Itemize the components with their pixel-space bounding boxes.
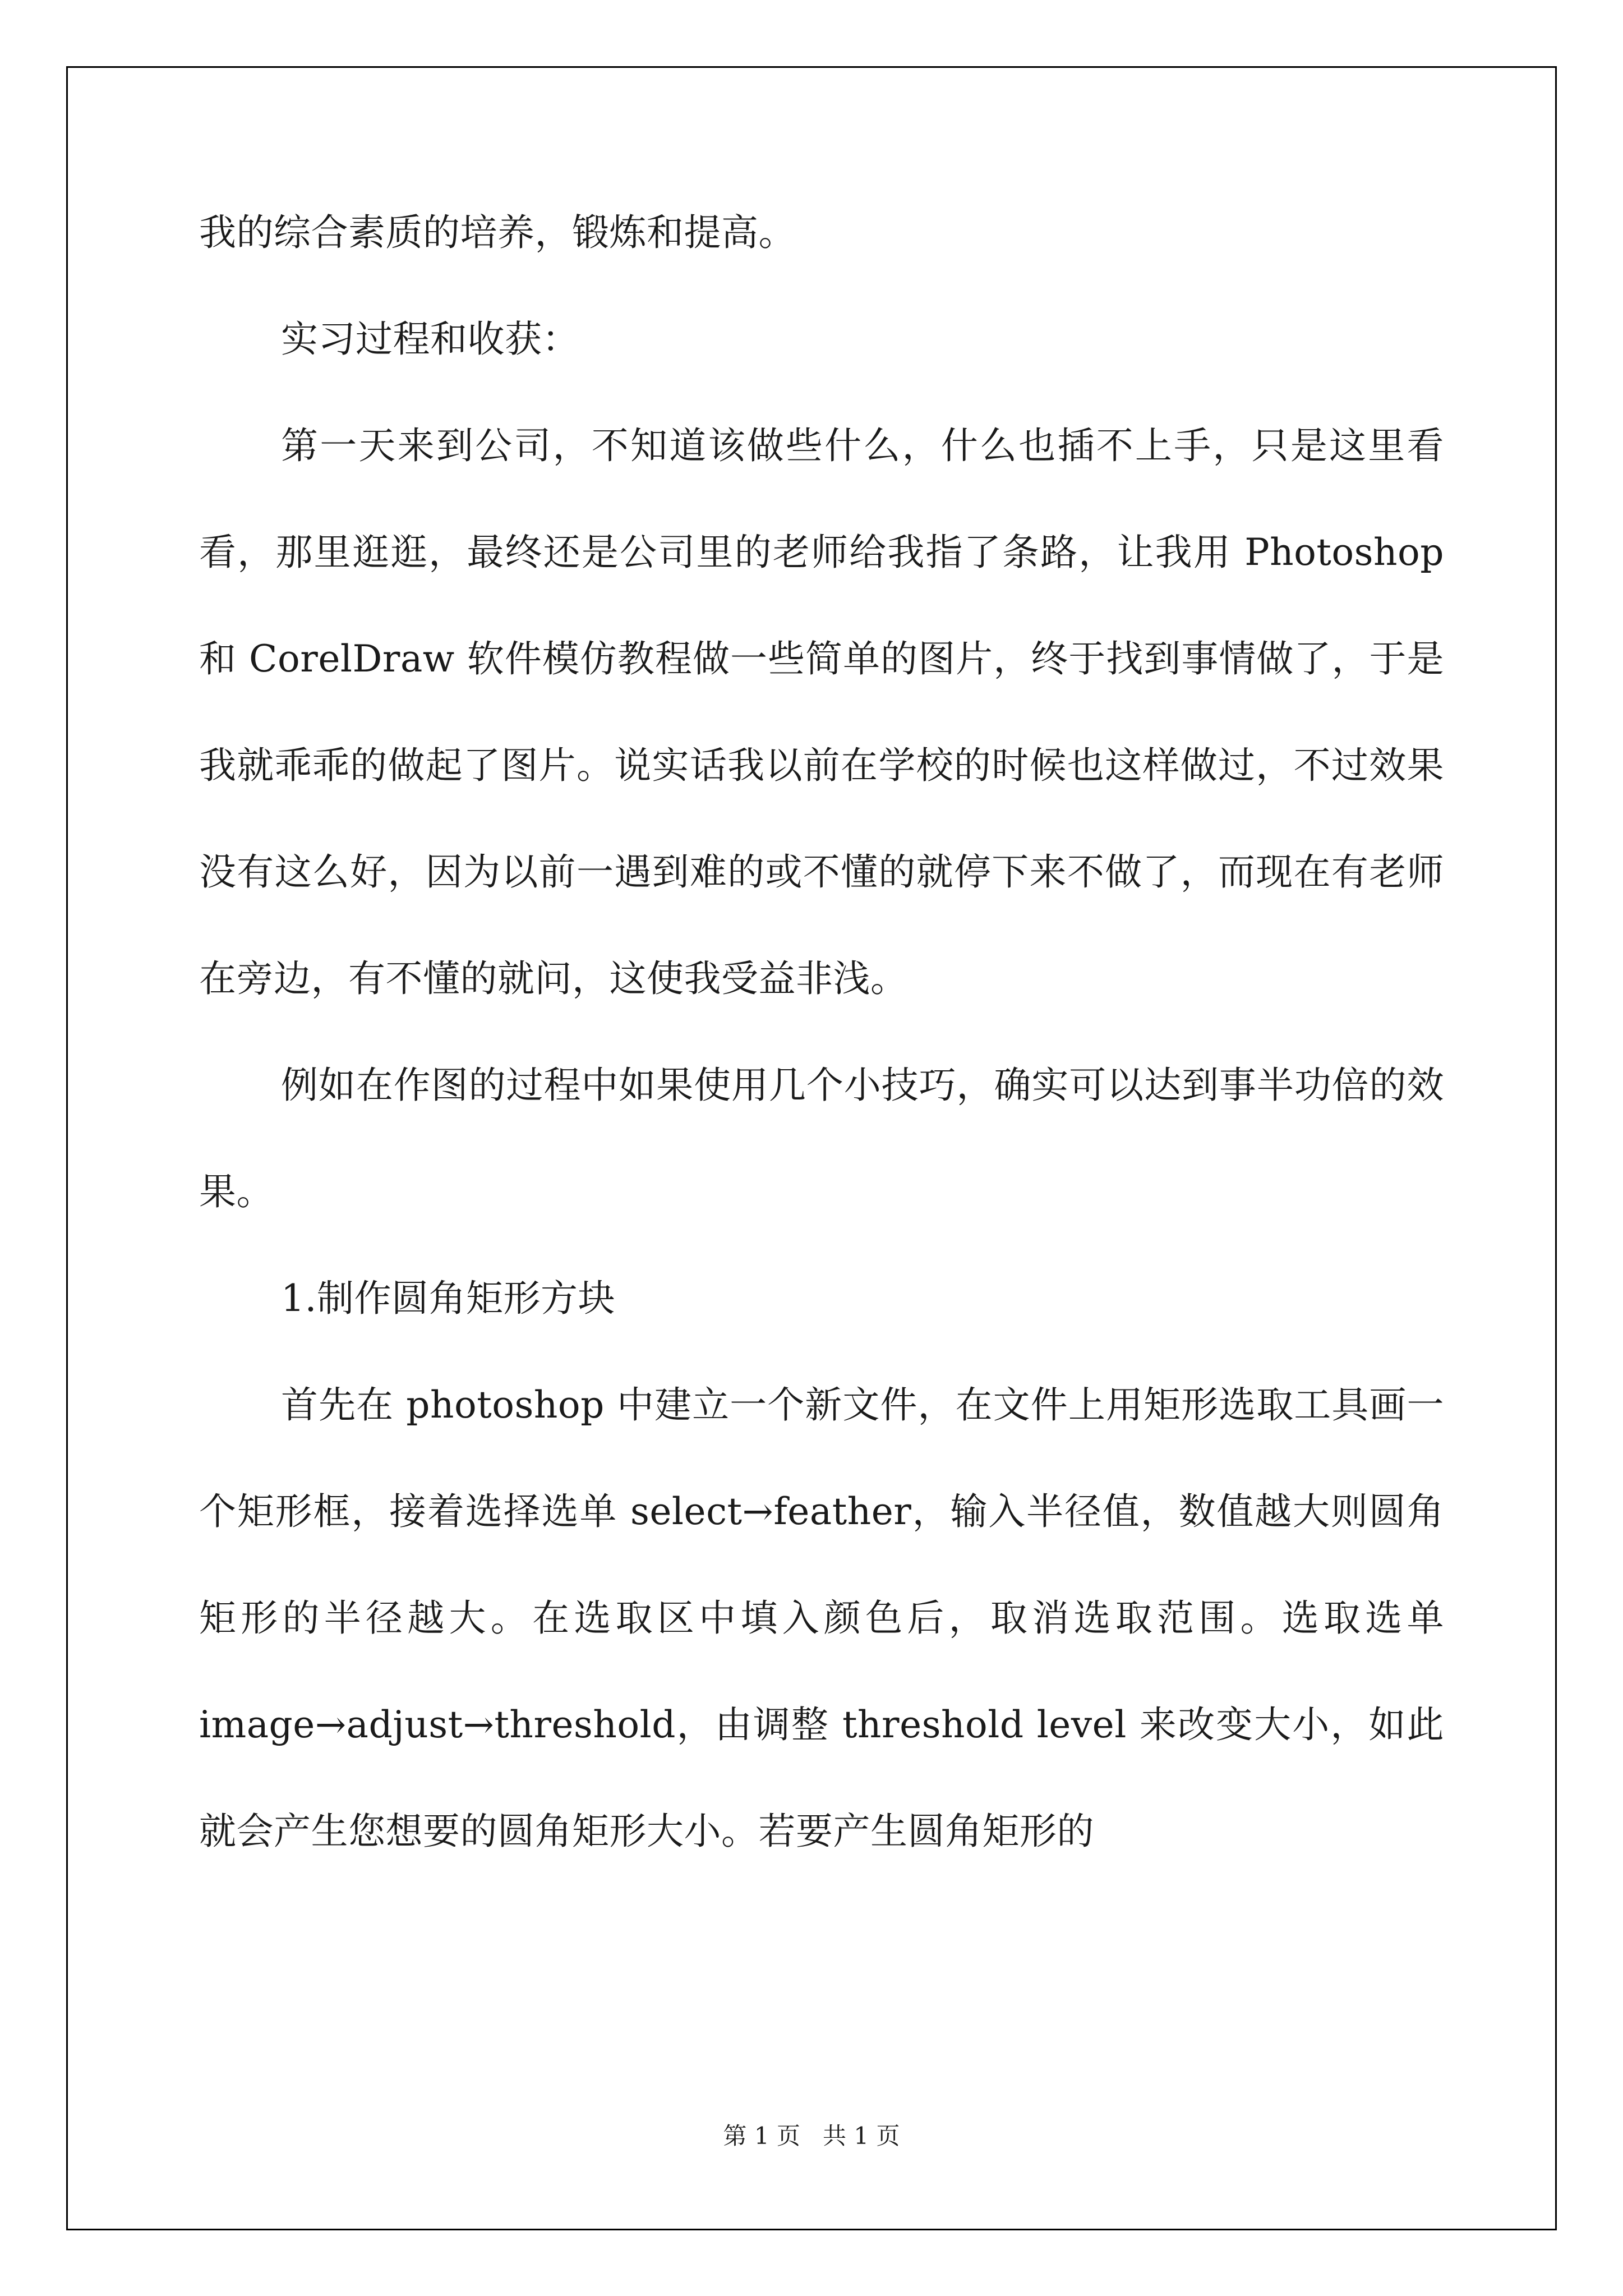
page-footer [0,2118,1623,2151]
paragraph-2: 实习过程和收获： [281,318,579,361]
page-total: 共 1 页 [823,2122,900,2150]
paragraph-3: 第一天来到公司，不知道该做些什么，什么也插不上手，只是这里看看，那里逛逛，最终还是公司里的老师给我指了条路，让我用 Photoshop 和 CorelDraw 软件模仿教程做一些简单的图片，终于找到事情做了，于是我就乖乖的做起了图片。说实话我以前在学校的时候也这样做过，不过效果没有这么好，因为以前一遇到难的或不懂的就停下来不做了，而现在有老师在旁边，有不懂的就问，这使我受益非浅。 [199,424,1444,1000]
page-number: 第 1 页 [723,2122,800,2150]
paragraph-1: 我的综合素质的培养，锻炼和提高。 [199,211,796,254]
paragraph-4: 例如在作图的过程中如果使用几个小技巧，确实可以达到事半功倍的效果。 [199,1064,1444,1213]
paragraph-5: 1.制作圆角矩形方块 [281,1277,615,1320]
paragraph-6: 首先在 photoshop 中建立一个新文件，在文件上用矩形选取工具画一个矩形框，接着选择选单 select→feather，输入半径值，数值越大则圆角矩形的半径越大。在选取区中填入颜色后，取消选取范围。选取选单 image→adjust→threshold，由调整 threshold level 来改变大小，如此就会产生您想要的圆角矩形大小。若要产生圆角矩形的 [199,1383,1444,1853]
document-body [199,180,1444,1885]
